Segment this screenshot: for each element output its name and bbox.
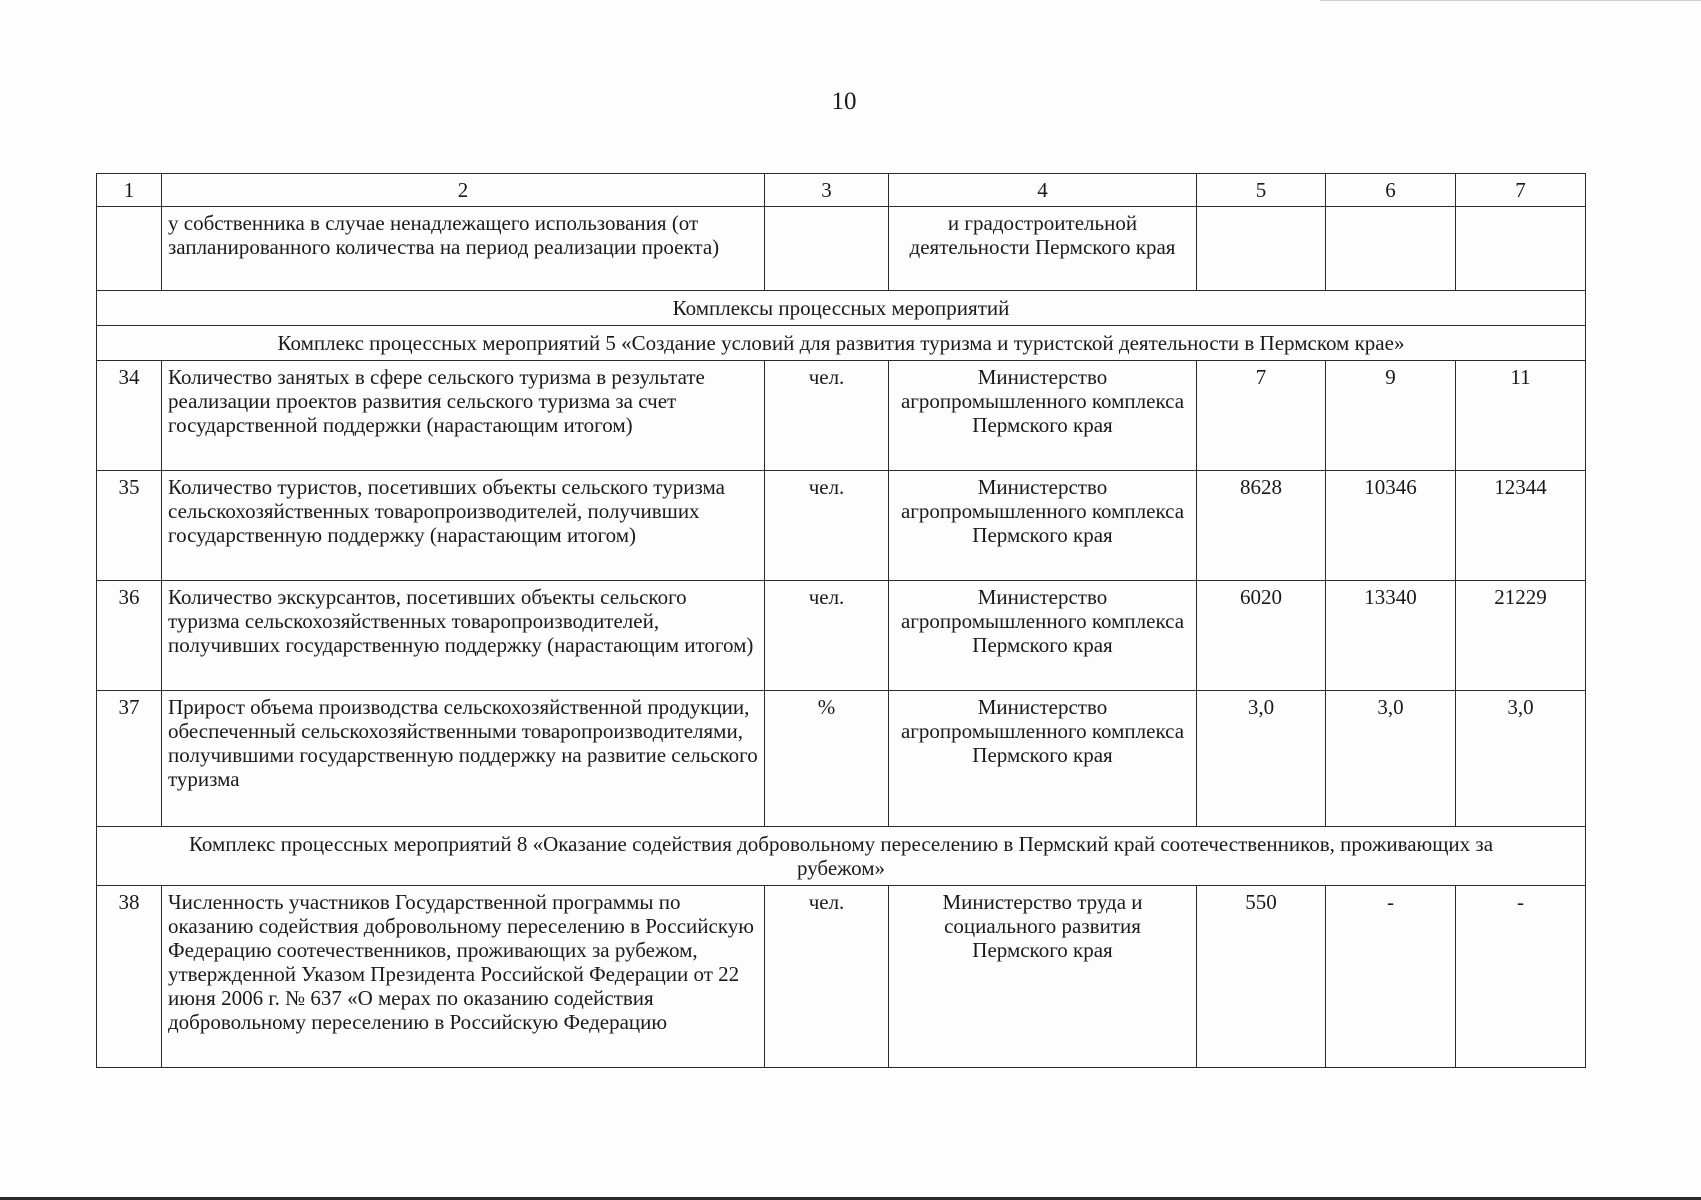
row-number: 38 xyxy=(97,886,162,1068)
value-col7: - xyxy=(1456,886,1586,1068)
column-number: 2 xyxy=(162,174,765,207)
column-number: 3 xyxy=(765,174,889,207)
responsible-org: Министерство агропромышленного комплекса Пермского края xyxy=(889,361,1197,471)
value-col6 xyxy=(1326,207,1456,291)
table-row xyxy=(97,691,1586,827)
value-col5 xyxy=(1197,207,1326,291)
value-col6: - xyxy=(1326,886,1456,1068)
value-col5: 7 xyxy=(1197,361,1326,471)
indicator-name: Прирост объема производства сельскохозяйственной продукции, обеспеченный сельскохозяйственными товаропроизводителями, получившими государственную поддержку на развитие сельского туризма xyxy=(162,691,765,827)
responsible-org: Министерство агропромышленного комплекса Пермского края xyxy=(889,471,1197,581)
unit: чел. xyxy=(765,361,889,471)
indicator-name: у собственника в случае ненадлежащего использования (от запланированного количества на период реализации проекта) xyxy=(162,207,765,291)
indicator-name: Количество туристов, посетивших объекты сельского туризма сельскохозяйственных товаропроизводителей, получивших государственную поддержку (нарастающим итогом) xyxy=(162,471,765,581)
responsible-org: Министерство агропромышленного комплекса Пермского края xyxy=(889,691,1197,827)
responsible-org: Министерство труда и социального развития Пермского края xyxy=(889,886,1197,1068)
indicator-name: Количество экскурсантов, посетивших объекты сельского туризма сельскохозяйственных товаропроизводителей, получивших государственную поддержку (нарастающим итогом) xyxy=(162,581,765,691)
indicator-name: Количество занятых в сфере сельского туризма в результате реализации проектов развития сельского туризма за счет государственной поддержки (нарастающим итогом) xyxy=(162,361,765,471)
value-col5: 3,0 xyxy=(1197,691,1326,827)
table-row xyxy=(97,886,1586,1068)
indicator-name: Численность участников Государственной программы по оказанию содействия добровольному переселению в Российскую Федерацию соотечественников, проживающих за рубежом, утвержденной Указом Президента Российской Федерации от 22 июня 2006 г. № 637 «О мерах по оказанию содействия добровольному переселению в Российскую Федерацию xyxy=(162,886,765,1068)
value-col7: 11 xyxy=(1456,361,1586,471)
unit: чел. xyxy=(765,471,889,581)
value-col5: 6020 xyxy=(1197,581,1326,691)
value-col5: 550 xyxy=(1197,886,1326,1068)
column-number: 6 xyxy=(1326,174,1456,207)
unit: чел. xyxy=(765,581,889,691)
column-number: 5 xyxy=(1197,174,1326,207)
value-col5: 8628 xyxy=(1197,471,1326,581)
row-number xyxy=(97,207,162,291)
scan-edge-top xyxy=(1320,0,1701,1)
section-row xyxy=(97,827,1586,886)
value-col6: 9 xyxy=(1326,361,1456,471)
unit: % xyxy=(765,691,889,827)
table-row xyxy=(97,207,1586,291)
column-number: 4 xyxy=(889,174,1197,207)
value-col7: 3,0 xyxy=(1456,691,1586,827)
value-col7: 21229 xyxy=(1456,581,1586,691)
row-number: 37 xyxy=(97,691,162,827)
table-row xyxy=(97,581,1586,691)
section-title: Комплексы процессных мероприятий xyxy=(97,291,1586,326)
unit: чел. xyxy=(765,886,889,1068)
responsible-org: и градостроительной деятельности Пермского края xyxy=(889,207,1197,291)
section-row xyxy=(97,291,1586,326)
value-col6: 13340 xyxy=(1326,581,1456,691)
unit xyxy=(765,207,889,291)
indicators-table xyxy=(96,173,1586,1068)
value-col6: 3,0 xyxy=(1326,691,1456,827)
column-number: 1 xyxy=(97,174,162,207)
value-col7 xyxy=(1456,207,1586,291)
row-number: 34 xyxy=(97,361,162,471)
complex-title: Комплекс процессных мероприятий 8 «Оказание содействия добровольному переселению в Пермский край соотечественников, проживающих за рубежом» xyxy=(97,827,1586,886)
value-col7: 12344 xyxy=(1456,471,1586,581)
responsible-org: Министерство агропромышленного комплекса Пермского края xyxy=(889,581,1197,691)
row-number: 35 xyxy=(97,471,162,581)
column-number-row xyxy=(97,174,1586,207)
complex-title: Комплекс процессных мероприятий 5 «Создание условий для развития туризма и туристской деятельности в Пермском крае» xyxy=(97,326,1586,361)
section-row xyxy=(97,326,1586,361)
table-row xyxy=(97,361,1586,471)
row-number: 36 xyxy=(97,581,162,691)
value-col6: 10346 xyxy=(1326,471,1456,581)
table-row xyxy=(97,471,1586,581)
column-number: 7 xyxy=(1456,174,1586,207)
page-number: 10 xyxy=(831,88,857,115)
